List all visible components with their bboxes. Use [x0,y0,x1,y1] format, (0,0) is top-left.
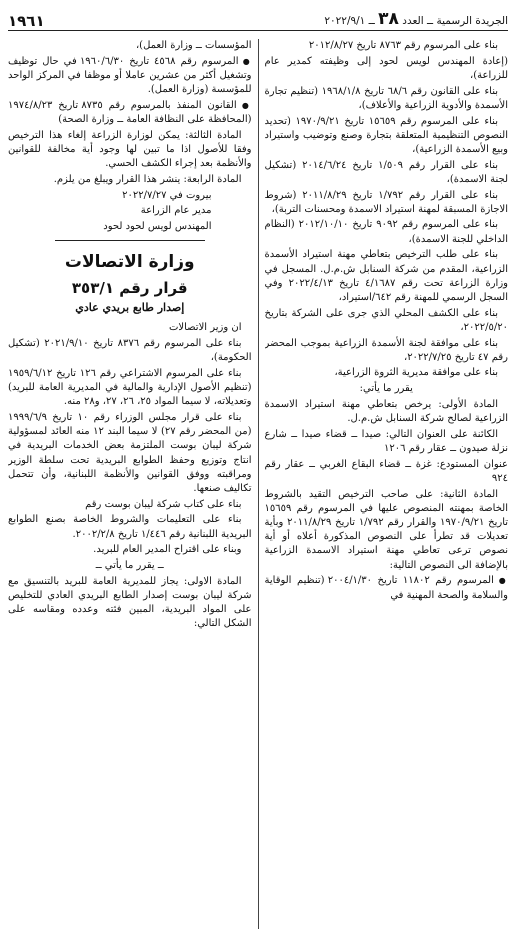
paragraph: بناء على طلب الترخيص بتعاطي مهنة استيراد الأسمدة الزراعية، المقدم من شركة السنابل ش.م.ل. المسجل في وزارة الزراعة تحت رقم ٤/١٦٨٧ تاريخ ٢٠٢٢/٤/١٣ وفي السجل الرسمي للمهنة رقم ٦٤٢/استيراد، [264,249,508,303]
ministry-title: وزارة الاتصالات [64,252,195,273]
paragraph: ــ يقرر ما يأتي ــ [95,560,164,572]
paragraph: بناء على المرسوم رقم ٨٣٧٦ تاريخ ٢٠٢١/٩/١٠ (تشكيل الحكومة)، [8,338,252,364]
paragraph: بناء على المرسوم رقم ٩٠٩٢ تاريخ ٢٠١٢/١٠/١٠ (النظام الداخلي للجنة الاسمدة)، [264,219,508,245]
paragraph: بناء على المرسوم رقم ١٥٦٥٩ تاريخ ١٩٧٠/٩/٢١ (تحديد النصوص التنظيمية المتعلقة بتجارة وصنع وتوضيب واستيراد وبيع الأسمدة الزراعية)، [264,115,508,155]
paragraph: بناء على القرار رقم ١/٧٩٢ تاريخ ٢٠١١/٨/٢٩ (شروط الاجازة المسبقة لمهنة استيراد الاسمدة ومحسنات التربة)، [264,189,508,215]
paragraph: بناء على الكشف المحلي الذي جرى على الشركة بتاريخ ٢٠٢٢/٥/٢٠، [264,307,508,333]
paragraph: المادة الأولى: يرخص بتعاطي مهنة استيراد الاسمدة الزراعية لصالح شركة السنابل ش.م.ل. [264,398,508,425]
paragraph: ● المرسوم رقم ١١٨٠٢ تاريخ ٢٠٠٤/١/٣٠ (تنظيم الوقاية والسلامة والصحة المهنية في [265,574,509,602]
left-column [8,39,252,929]
paragraph: بناء على التعليمات والشروط الخاصة بصنع الطوابع البريدية اللبنانية رقم ١/٤٤٦ تاريخ ٢٠٠٢/٢/٨. [8,514,252,540]
paragraph: مدير عام الزراعة [140,205,212,217]
columns [8,39,508,929]
paragraph: بناء على موافقة لجنة الأسمدة الزراعية بموجب المحضر رقم ٤٧ تاريخ ٢٠٢٢/٧/٢٥، [264,337,508,363]
page-header [8,6,508,31]
section-rule [55,240,205,241]
decision-subject: إصدار طابع بريدي عادي [75,301,185,315]
paragraph: بناء على كتاب شركة ليبان بوست رقم [85,498,242,510]
left-column-top [8,39,252,234]
paragraph: المادة الثانية: على صاحب الترخيص التقيد بالشروط الخاصة بمهنته المنصوص عليها في المرسوم رقم ١٥٦٥٩ تاريخ ١٩٧٠/٩/٢١ والقرار رقم ١/٧٩٢ تاريخ ٢٠١١/٨/٢٩ وبأية تعديلات قد تطرأ على النصوص المذكورة أعلاه أو أية نصوص ترعى تعاطي مهنة استيراد الاسمدة الزراعية بالإضافة الى النصوص التالية: [264,488,508,571]
paragraph: المادة الاولى: يجاز للمديرية العامة للبريد بالتنسيق مع شركة ليبان بوست إصدار الطابع البريدي العادي للتخليص على المواد البريدية، المبين فئته وعدده ومقاسه على الشكل التالي: [8,575,252,630]
paragraph: وبناء على اقتراح المدير العام للبريد. [93,544,242,556]
paragraph: بناء على موافقة مديرية الثروة الزراعية، [334,367,498,379]
paragraph: المادة الثالثة: يمكن لوزارة الزراعة إلغاء هذا الترخيص وفقا للأصول اذا ما تبين لها وجود أية مخالفة للقوانين والأنظمة بعد إجراء الكشف الحسي. [8,129,252,170]
issue-number: ٣٨ [378,8,399,29]
paragraph: بيروت في ٢٠٢٢/٧/٢٧ [122,189,212,201]
paragraph: بناء على قرار مجلس الوزراء رقم ١٠ تاريخ ١٩٩٩/٦/٩ (من المحضر رقم ٢٧) لا سيما البند ١٢ منه العائد لمسؤولية شركة ليبان بوست الملتزمة بعض الخدمات البريدية في انتاج وتوزيع وحفظ الطوابع البريدية تحت سلطة الوزير ومراقبته ووفق القوانين والأنظمة اللبنانية، وأن تتحمل تكاليف صنعها. [8,412,252,495]
paragraph: عنوان المستودع: غزة ــ قضاء البقاع الغربي ــ عقار رقم ٩٢٤ [264,458,508,484]
paragraph: المادة الرابعة: ينشر هذا القرار ويبلغ من يلزم. [53,173,242,185]
paragraph: بناء على المرسوم الاشتراعي رقم ١٢٦ تاريخ ١٩٥٩/٦/١٢ (تنظيم الأصول الإدارية والمالية في المديرية العامة للبريد) وتعديلاته، لا سيما المواد ٢٥، ٢٦، ٢٧، و٢٨ منه. [8,367,252,408]
right-column [265,39,509,929]
paragraph: بناء على المرسوم رقم ٨٧٦٣ تاريخ ٢٠١٢/٨/٢٧ [308,40,498,51]
left-column-body [8,321,252,631]
paragraph: يقرر ما يأتي: [359,383,413,395]
paragraph: بناء على القرار رقم ١/٥٠٩ تاريخ ٢٠١٤/٦/٢٤ (تشكيل لجنة الاسمدة)، [264,159,508,185]
paragraph: ● المرسوم رقم ٤٥٦٨ تاريخ ١٩٦٠/٦/٣٠ في حال توظيف وتشغيل أكثر من عشرين عاملا أو موظفا في المركز الواحد للمؤسسة (وزارة العمل). [8,55,252,98]
paragraph: ان وزير الاتصالات [168,322,242,334]
issue-date: ــ ٢٠٢٢/٩/١ [324,14,375,27]
gazette-title [324,8,508,29]
paragraph: ● القانون المنفذ بالمرسوم رقم ٨٧٣٥ تاريخ ١٩٧٤/٨/٢٣ (المحافظة على النظافة العامة ــ وزارة الصحة) [8,99,252,127]
paragraph: الكائنة على العنوان التالي: صيدا ــ قضاء صيدا ــ شارع نزلة صيدون ــ عقار رقم ١٢٠٦ [264,428,508,454]
decision-number: قرار رقم ٣٥٣/١ [71,279,188,298]
paragraph: المؤسسات ــ وزارة العمل)، [135,40,252,51]
paragraph: بناء على القانون رقم ٦٨/٦ تاريخ ١٩٦٨/١/٨ (تنظيم تجارة الأسمدة والأدوية الزراعية والأعلاف)، [264,85,508,111]
page-number: ١٩٦١ [8,11,45,30]
paragraph: المهندس لويس لحود لحود [103,220,212,232]
column-divider [258,39,259,929]
paragraph: (إعادة المهندس لويس لحود إلى وظيفته كمدير عام للزراعة)، [264,55,508,81]
gazette-name: الجريدة الرسمية ــ العدد [402,14,508,27]
